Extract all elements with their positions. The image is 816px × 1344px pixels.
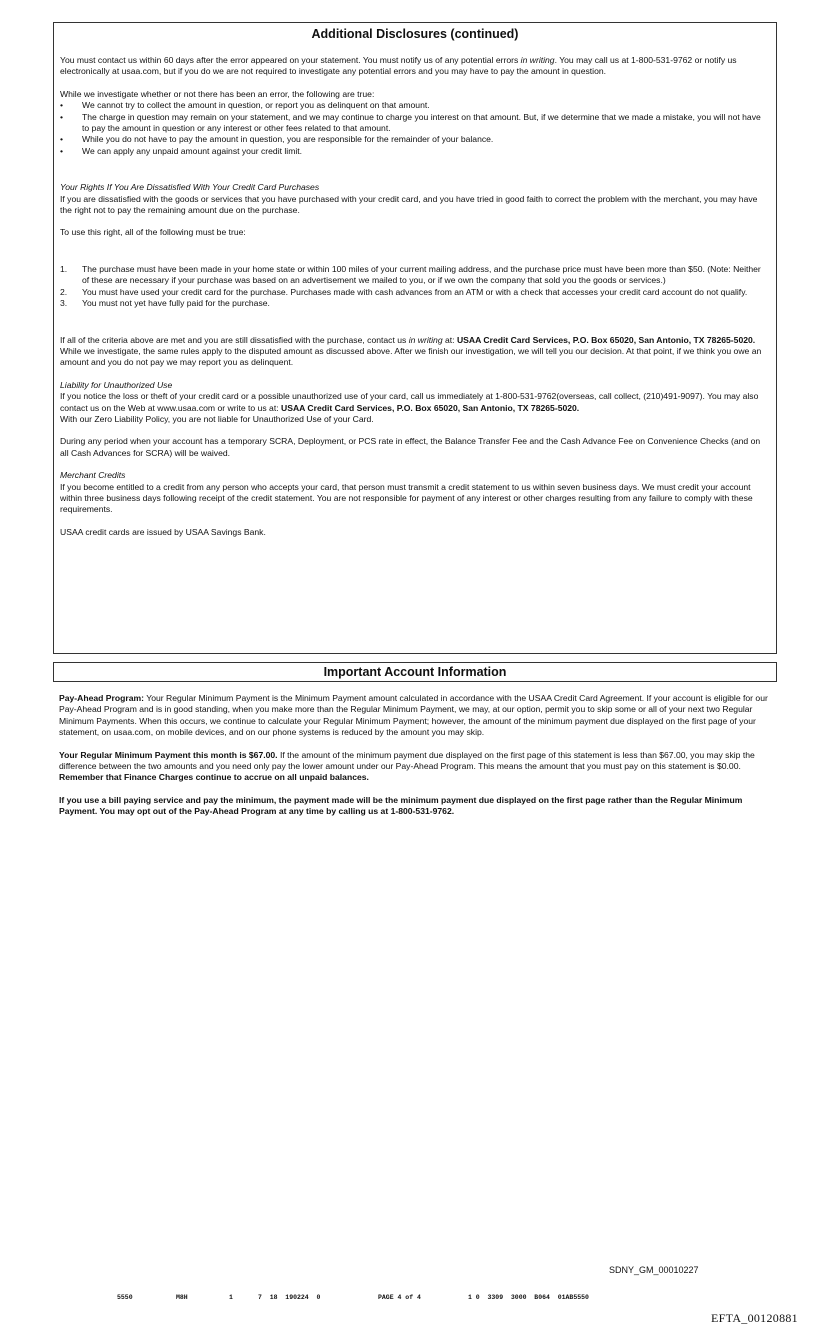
finance-charges-note: Remember that Finance Charges continue to accrue on all unpaid balances.	[59, 772, 369, 783]
bill-pay-paragraph	[59, 795, 771, 818]
criteria-numbered-list	[60, 264, 770, 310]
merchant-paragraph: If you become entitled to a credit from any person who accepts your card, that person must transmit a credit statement to us within seven business days. We must credit your account within three business days following receipt of the credit statement. You are not responsible for payment of any interest or other charges resulting from any failure to comply with these requirements.	[60, 481, 753, 515]
footer-code: M8H	[176, 1294, 188, 1301]
criteria-paragraph	[60, 335, 770, 369]
list-item	[60, 134, 770, 145]
criteria-address: USAA Credit Card Services, P.O. Box 65020, San Antonio, TX 78265-5020.	[456, 334, 756, 345]
scra-paragraph: During any period when your account has a temporary SCRA, Deployment, or PCS rate in effect, the Balance Transfer Fee and the Cash Advance Fee on Convenience Checks (and on all Cash Advances for SCRA) will be waived.	[60, 436, 761, 458]
footer-code: 1	[229, 1294, 233, 1301]
rights-paragraph: If you are dissatisfied with the goods or services that you have purchased with your credit card, and you have tried in good faith to correct the problem with the merchant, you may have the right not to pay the remaining amount due on the purchase.	[60, 193, 758, 216]
list-item	[60, 100, 770, 111]
footer-code: 7 18 190224 0	[258, 1294, 321, 1301]
use-right-paragraph: To use this right, all of the following must be true:	[60, 227, 246, 238]
contact-emphasis: in writing	[520, 55, 555, 65]
regular-minimum-paragraph	[59, 750, 771, 784]
investigate-paragraph: While we investigate whether or not there has been an error, the following are true:	[60, 88, 375, 99]
disclosures-title: Additional Disclosures (continued)	[311, 27, 519, 41]
payahead-label: Pay-Ahead Program:	[59, 693, 145, 703]
merchant-heading: Merchant Credits	[60, 470, 126, 481]
bullet-mark: •	[60, 145, 64, 156]
liability-heading: Liability for Unauthorized Use	[60, 379, 173, 390]
bullet-mark: •	[60, 134, 64, 145]
bullet-mark: •	[60, 111, 64, 122]
item-number: 1.	[60, 263, 68, 274]
account-info-title: Important Account Information	[323, 665, 507, 679]
account-info-section	[59, 693, 771, 818]
criteria-text-3: While we investigate, the same rules apply to the disputed amount as discussed above. After we finish our investigation, we will tell you our decision. At that point, if we think you owe an amount and you do not pay we may report you as delinquent.	[60, 345, 762, 368]
page-indicator: PAGE 4 of 4	[378, 1294, 421, 1301]
liability-address: USAA Credit Card Services, P.O. Box 65020, San Antonio, TX 78265-5020.	[281, 402, 580, 413]
payahead-text: Your Regular Minimum Payment is the Minimum Payment amount calculated in accordance with the USAA Credit Card Agreement. If your account is eligible for our Pay-Ahead Program and is in good standing, when you make more than the Regular Minimum Payment, we may, at our option, permit you to skip some or all of your next two Regular Minimum Payments. When this occurs, we continue to calculate your Regular Minimum Payment; however, the amount of the minimum payment due displayed on the first page of your statement, on usaa.com, on mobile devices, and on our phone systems is reduced by the amount you may skip.	[59, 693, 768, 738]
regular-minimum-label: Your Regular Minimum Payment this month is $67.00.	[59, 749, 278, 760]
bullet-text: While you do not have to pay the amount in question, you are responsible for the remainder of your balance.	[82, 134, 494, 145]
contact-text-2: . You may call us at 1-800-531-9762 or notify us electronically at usaa.com, but if you do we are not required to investigate any potential errors and you may have to pay the amount in question.	[60, 55, 737, 77]
criteria-text-1: If all of the criteria above are met and you are still dissatisfied with the purchase, contact us	[60, 334, 409, 345]
footer-code: 5550	[117, 1294, 133, 1301]
item-number: 2.	[60, 286, 68, 297]
list-item	[60, 112, 770, 135]
list-item	[60, 287, 770, 298]
item-text: The purchase must have been made in your home state or within 100 miles of your current mailing address, and the purchase price must have been more than $50. (Note: Neither of these are necessary if your purchase was based on an advertisement we mailed to you, or if we own the company that sold you the goods or services.)	[82, 263, 761, 286]
bullet-text: We can apply any unpaid amount against your credit limit.	[82, 145, 303, 156]
item-number: 3.	[60, 298, 68, 309]
list-item	[60, 264, 770, 287]
criteria-text-2: at:	[442, 334, 457, 345]
list-item	[60, 146, 770, 157]
bullet-mark: •	[60, 100, 64, 111]
liability-paragraph	[60, 391, 770, 414]
additional-disclosures-box	[53, 22, 777, 654]
zero-liability-paragraph: With our Zero Liability Policy, you are not liable for Unauthorized Use of your Card.	[60, 413, 374, 424]
regular-minimum-text: If the amount of the minimum payment due displayed on the first page of this statement is less than $67.00, you may skip the difference between the two amounts and you need only pay the lower amount under our Pay-Ahead Program. This means the amount that you must pay on this statement is $0.00.	[59, 749, 755, 772]
list-item	[60, 298, 770, 309]
contact-text-1: You must contact us within 60 days after the error appeared on your statement. You must notify us of any potential errors	[60, 55, 521, 65]
bill-pay-text: If you use a bill paying service and pay the minimum, the payment made will be the minimum payment due displayed on the first page rather than the Regular Minimum Payment. You may opt out of the Pay-Ahead Program at any time by calling us at 1-800-531-9762.	[59, 794, 743, 817]
document-id: SDNY_GM_00010227	[609, 1265, 699, 1275]
liability-text: If you notice the loss or theft of your credit card or a possible unauthorized use of your card, call us immediately at 1-800-531-9762(overseas, call collect, (210)491-9097). You may also contact us on the Web at www.usaa.com or write to us at:	[60, 391, 759, 413]
account-info-title-box	[53, 662, 777, 682]
item-text: You must not yet have fully paid for the purchase.	[82, 298, 270, 309]
investigation-bullet-list	[60, 100, 770, 157]
bullet-text: The charge in question may remain on your statement, and we may continue to charge you interest on that amount. But, if we determine that we made a mistake, you will not have to pay the amount in question or any interest or other fees related to that amount.	[82, 111, 761, 134]
item-text: You must have used your credit card for the purchase. Purchases made with cash advances from an ATM or with a check that accesses your credit card account do not qualify.	[82, 286, 748, 297]
payahead-paragraph	[59, 693, 771, 739]
footer-code: 1 0 3309 3000 B064 01AB5550	[468, 1294, 589, 1301]
rights-heading: Your Rights If You Are Dissatisfied With Your Credit Card Purchases	[60, 182, 320, 193]
issuer-paragraph: USAA credit cards are issued by USAA Savings Bank.	[60, 526, 266, 537]
contact-paragraph	[60, 55, 770, 78]
criteria-emphasis: in writing	[408, 334, 443, 345]
bullet-text: We cannot try to collect the amount in question, or report you as delinquent on that amount.	[82, 100, 430, 111]
efta-stamp: EFTA_00120881	[711, 1311, 798, 1325]
